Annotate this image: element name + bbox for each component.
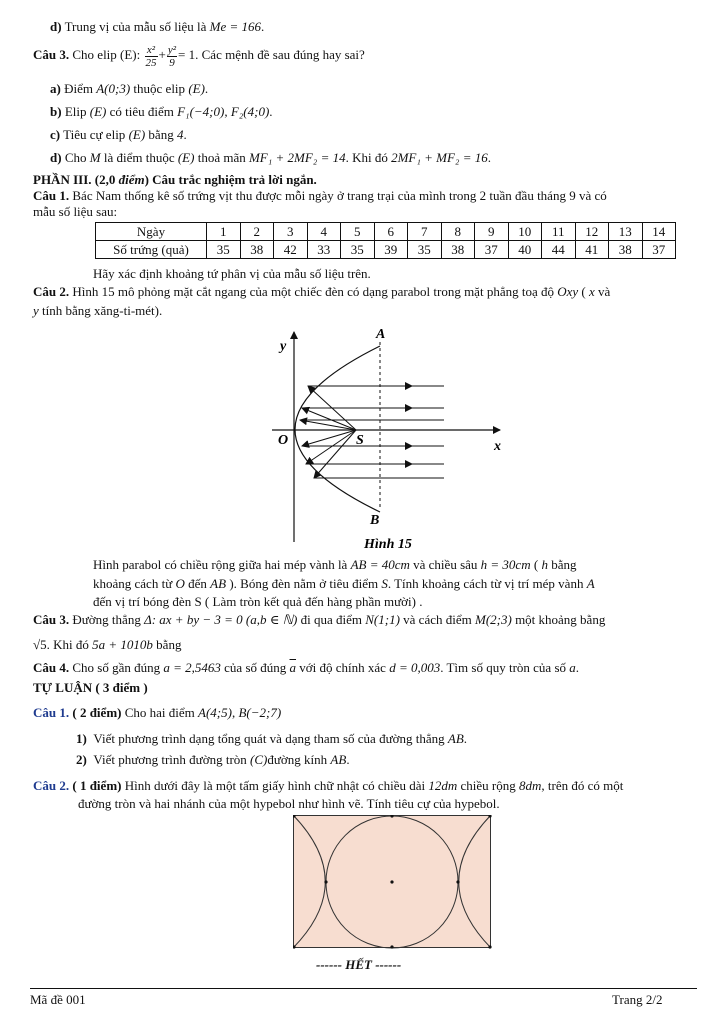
q3-item-a: a) Điểm A(0;3) thuộc elip (E). [50,81,209,96]
cell-eggs: 38 [609,241,643,259]
label-a: A [376,327,386,342]
row-label-days: Ngày [96,223,207,241]
p3-question-2-line1: Câu 2. Hình 15 mô phỏng mặt cắt ngang của một chiếc đèn có dạng parabol trong mặt phẳng toạ độ Oxy ( x và [33,284,611,299]
essay-question-1: Câu 1. ( 2 điểm) Cho hai điểm A(4;5), B(−2;7) [33,705,282,720]
essay-q1-item-2: 2) Viết phương trình đường tròn (C)đường kính AB. [76,752,350,767]
cell-day: 4 [307,223,341,241]
cell-day: 10 [508,223,542,241]
cell-day: 1 [207,223,241,241]
cell-eggs: 35 [207,241,241,259]
fraction-y2-9: $\frac{\text{y²}}{9}$ [167,43,177,69]
footer-divider [30,988,697,989]
essay-title: TỰ LUẬN ( 3 điểm ) [33,680,148,695]
cell-day: 7 [408,223,442,241]
p3-question-1-ask: Hãy xác định khoảng tứ phân vị của mẫu số liệu trên. [93,266,371,281]
cell-day: 5 [341,223,375,241]
cell-day: 2 [240,223,274,241]
q3-item-c: c) Tiêu cự elip (E) bằng 4. [50,127,187,142]
cell-eggs: 35 [408,241,442,259]
cell-day: 12 [575,223,609,241]
footer-exam-code: Mã đề 001 [30,992,86,1007]
cell-day: 11 [542,223,576,241]
q3-item-b: b) Elip (E) có tiêu điểm F₁(−4;0), F₂(4;0). [50,104,273,119]
cell-eggs: 44 [542,241,576,259]
cell-day: 8 [441,223,475,241]
cell-day: 6 [374,223,408,241]
p3-question-4: Câu 4. Cho số gần đúng a = 2,5463 của số đúng $\overline{a}$ với độ chính xác d = 0,003. Tìm số quy tròn của số a. [33,660,579,675]
p3q2-para-line2: khoảng cách từ O đến AB ). Bóng đèn nằm ở tiêu điểm S. Tính khoảng cách từ vị trí mép vành A [93,576,595,591]
p3-question-3-line2: √5. Khi đó 5a + 1010b bằng [33,637,182,652]
cell-eggs: 42 [274,241,308,259]
p3-question-1-line2: mẫu số liệu sau: [33,204,118,219]
p3-question-3: Câu 3. Đường thẳng Δ: ax + by − 3 = 0 (a,b ∈ ℕ) đi qua điểm N(1;1) và cách điểm M(2;3) một khoảng bằng [33,612,606,627]
egg-data-table [95,222,676,259]
label-x: x [494,439,501,454]
cell-day: 13 [609,223,643,241]
essay-q2-line2: đường tròn và hai nhánh của một hypebol như hình vẽ. Tính tiêu cự của hypebol. [78,796,500,811]
cell-day: 14 [642,223,676,241]
essay-q1-item-1: 1) Viết phương trình dạng tổng quát và dạng tham số của đường thẳng AB. [76,731,468,746]
end-mark: ------ HẾT ------ [316,957,402,972]
p3-question-2-line2: y tính bằng xăng-ti-mét). [33,303,163,318]
parabola-curve [295,346,380,512]
label-b: B [370,513,380,528]
cell-day: 3 [274,223,308,241]
part-3-title: PHẦN III. (2,0 điểm) Câu trắc nghiệm trả lời ngắn. [33,172,317,187]
cell-eggs: 39 [374,241,408,259]
q3-item-d: d) Cho M là điểm thuộc (E) thoả mãn MF₁ + 2MF₂ = 14. Khi đó 2MF₁ + MF₂ = 16. [50,150,491,165]
table-row-eggs [96,241,676,259]
cell-eggs: 41 [575,241,609,259]
footer-page-number: Trang 2/2 [612,992,663,1007]
label-y: y [280,339,287,354]
figure-caption: Hình 15 [364,537,412,552]
cell-eggs: 35 [341,241,375,259]
cell-eggs: 37 [642,241,676,259]
cell-eggs: 40 [508,241,542,259]
cell-day: 9 [475,223,509,241]
top-item-d: d) Trung vị của mẫu số liệu là Me = 166. [50,19,265,34]
cell-eggs: 38 [240,241,274,259]
cell-eggs: 33 [307,241,341,259]
cell-eggs: 38 [441,241,475,259]
fraction-x2-25: $\frac{\text{x²}}{25}$ [145,43,157,69]
essay-question-2: Câu 2. ( 1 điểm) Hình dưới đây là một tấm giấy hình chữ nhật có chiều dài 12dm chiều rộng 8dm, trên đó có một [33,778,624,793]
figure-rectangle-hyperbola [293,815,492,949]
row-label-eggs: Số trứng (quả) [96,241,207,259]
label-o: O [278,433,289,448]
table-row-days [96,223,676,241]
cell-eggs: 37 [475,241,509,259]
label-s: S [356,433,364,448]
p3q2-para-line1: Hình parabol có chiều rộng giữa hai mép vành là AB = 40cm và chiều sâu h = 30cm ( h bằng [93,557,577,572]
question-3-ellipse: Câu 3. Cho elip (E): $\frac{\text{x²}}{25}$ + $\frac{\text{y²}}{9}$ = 1. Các mệnh đề sau đúng hay sai? [33,43,365,69]
p3q2-para-line3: đến vị trí bóng đèn S ( Làm tròn kết quả đến hàng phần mười) . [93,594,423,609]
figure-15-parabola [262,322,512,554]
p3-question-1-line1: Câu 1. Bác Nam thống kê số trứng vịt thu được mỗi ngày ở trang trại của mình trong 2 tuần đầu tháng 9 và có [33,188,607,203]
reflected-rays [300,386,444,478]
